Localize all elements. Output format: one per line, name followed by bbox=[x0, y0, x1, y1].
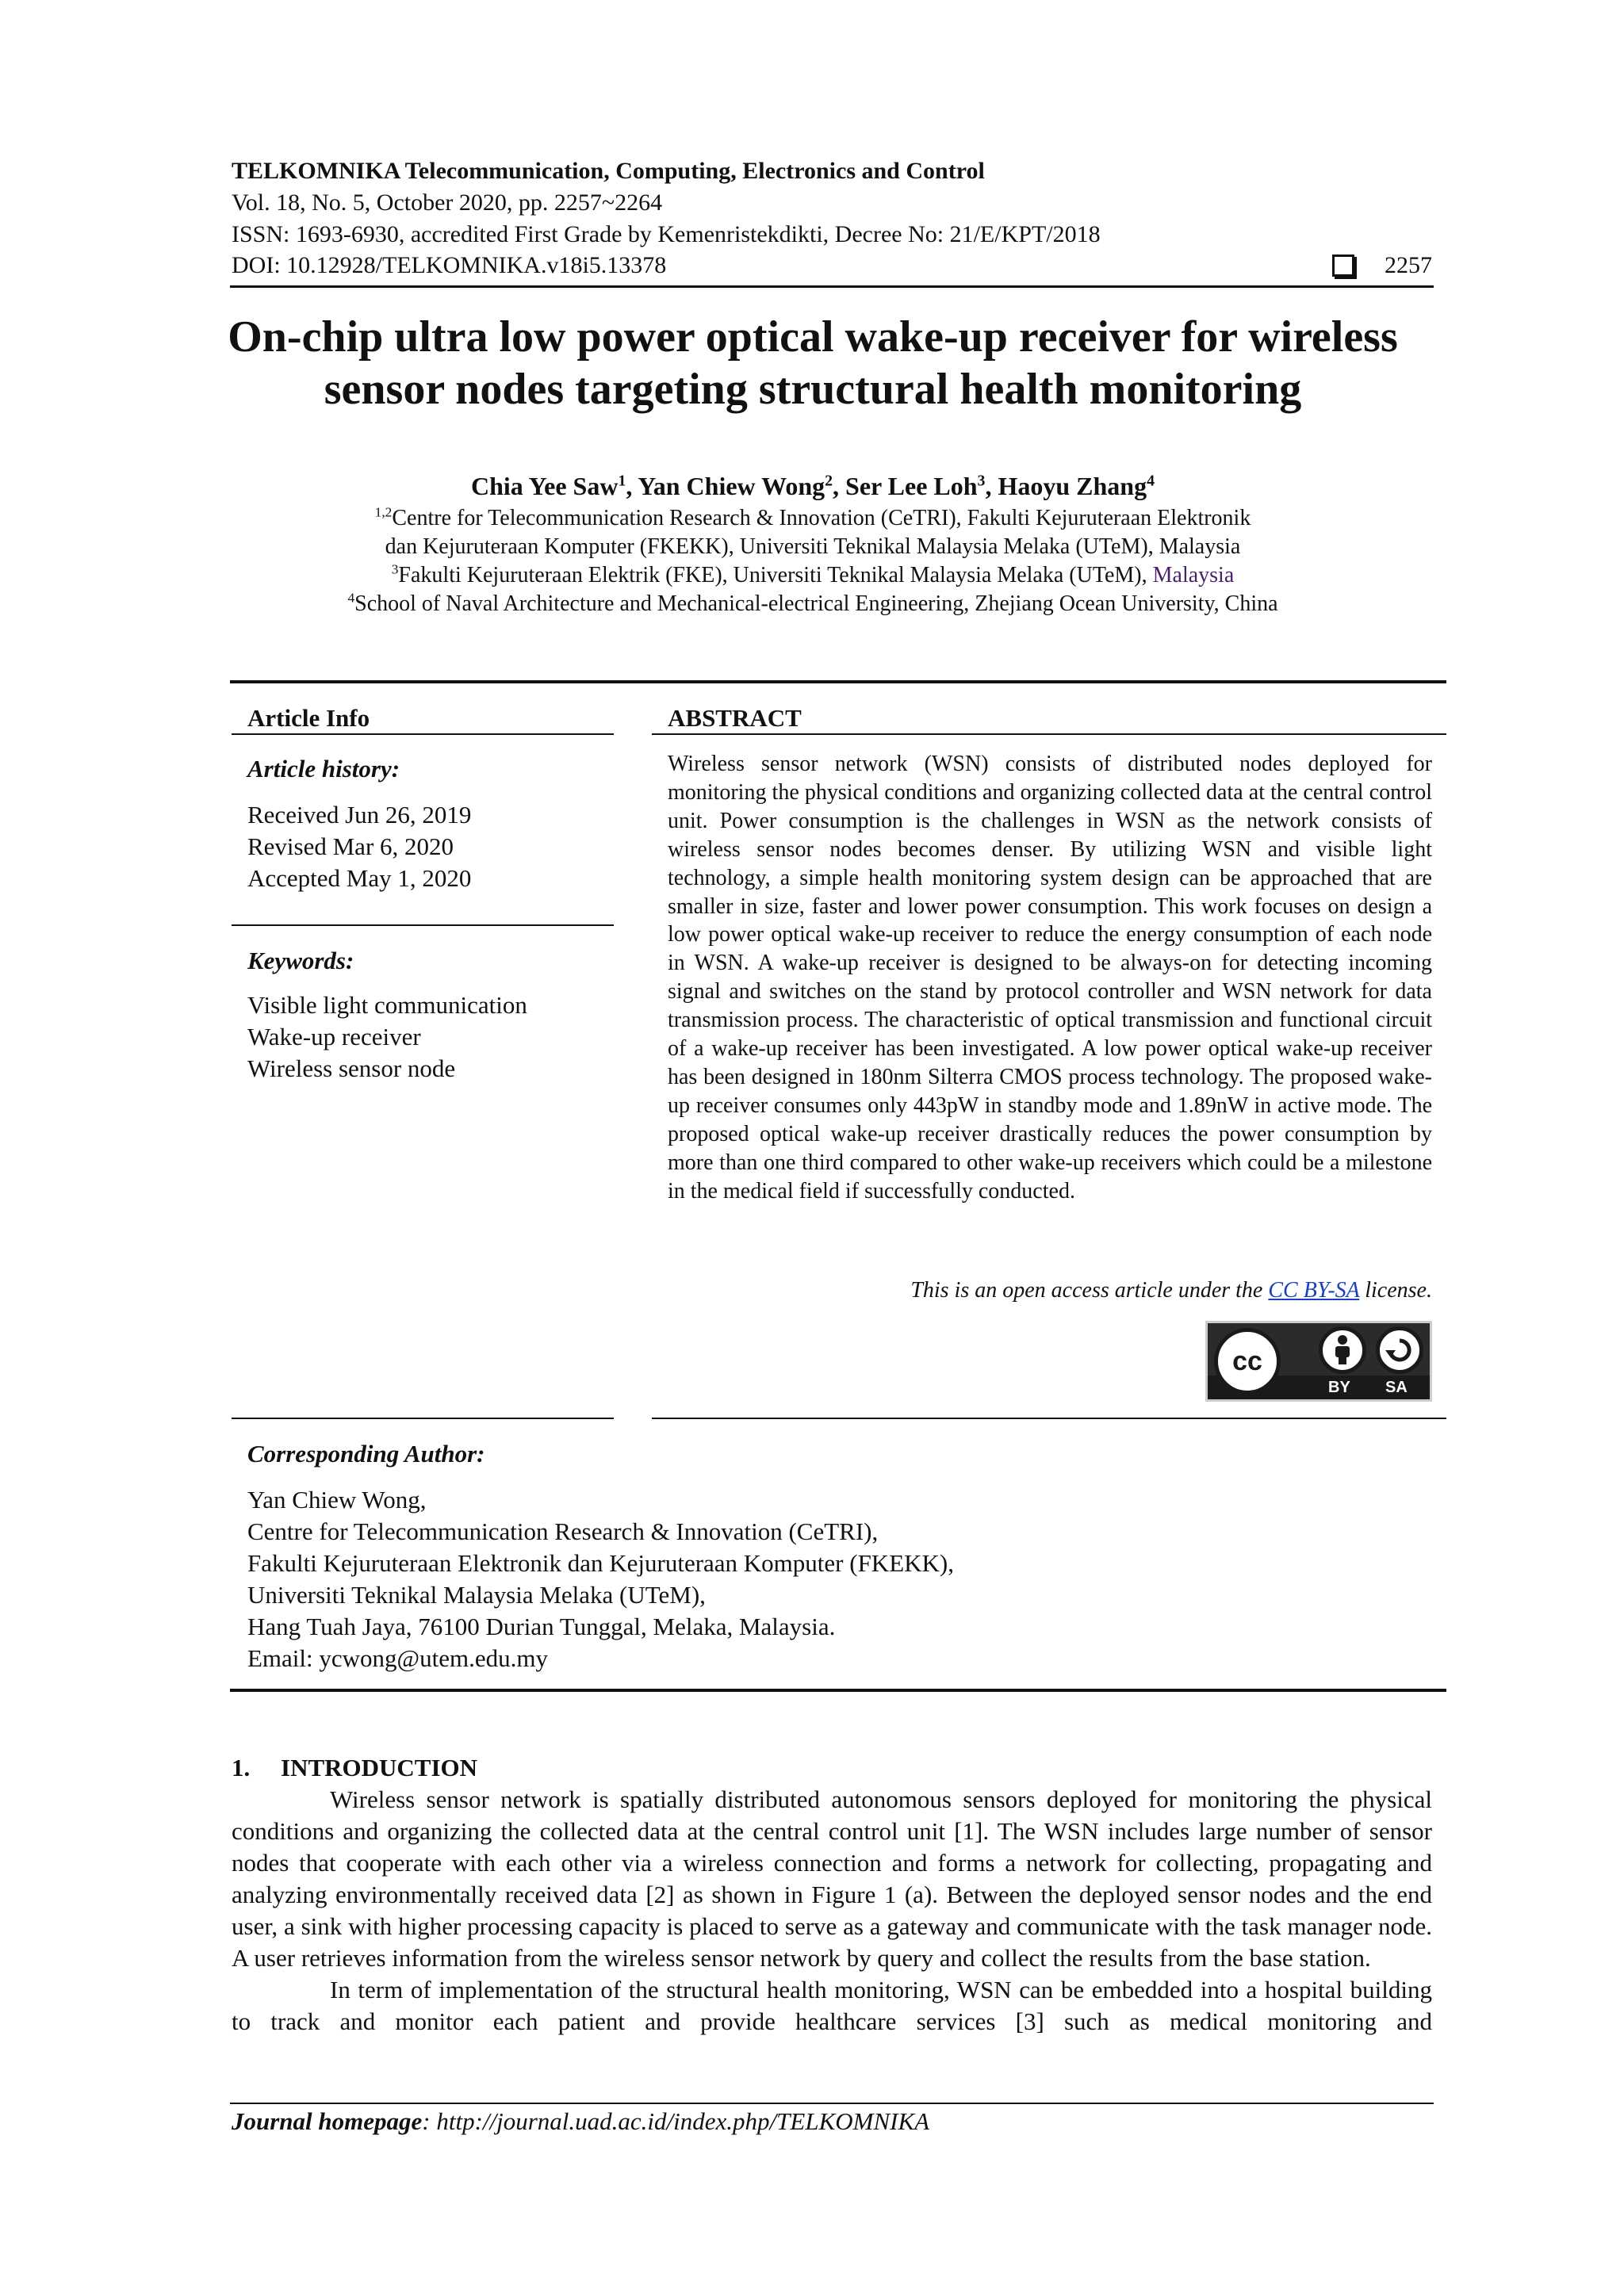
doi-info: DOI: 10.12928/TELKOMNIKA.v18i5.13378 bbox=[232, 252, 667, 278]
author: Yan Chiew Wong$^2$, bbox=[638, 472, 846, 500]
cc-by-sa-badge[interactable] bbox=[1205, 1321, 1432, 1402]
issn-info: ISSN: 1693-6930, accredited First Grade by Kemenristekdikti, Decree No: 21/E/KPT/2018 bbox=[232, 221, 1101, 247]
keyword: Wireless sensor node bbox=[247, 1054, 456, 1082]
journal-homepage-label: Journal homepage bbox=[232, 2107, 423, 2135]
author: Haoyu Zhang$^4$ bbox=[998, 472, 1155, 500]
corresponding-address-line: Universiti Teknikal Malaysia Melaka (UTeM), bbox=[247, 1581, 706, 1609]
corresponding-rule-left bbox=[232, 1418, 614, 1419]
keyword: Wake-up receiver bbox=[247, 1023, 421, 1050]
badge-by-label: BY bbox=[1328, 1379, 1350, 1396]
badge-sa-label: SA bbox=[1385, 1379, 1408, 1396]
article-info-heading: Article Info bbox=[247, 704, 370, 732]
corresponding-address-line: Fakulti Kejuruteraan Elektronik dan Kejuruteraan Komputer (FKEKK), bbox=[247, 1549, 954, 1577]
article-history-heading: Article history: bbox=[247, 755, 400, 783]
infobox-bottom-rule bbox=[230, 1689, 1446, 1692]
keywords-heading: Keywords: bbox=[247, 947, 354, 974]
keywords-rule bbox=[232, 924, 614, 926]
title-line-1: On-chip ultra low power optical wake-up receiver for wireless bbox=[228, 312, 1398, 362]
abstract-rule bbox=[652, 733, 1446, 735]
corresponding-address-line: Centre for Telecommunication Research & Innovation (CeTRI), bbox=[247, 1517, 879, 1545]
paragraph: In term of implementation of the structural health monitoring, WSN can be embedded into a hospital building to track and monitor each patient and provide healthcare services [3] such as medical monitoring and bbox=[232, 1976, 1432, 2035]
journal-homepage-url[interactable]: : http://journal.uad.ac.id/index.php/TELKOMNIKA bbox=[422, 2107, 930, 2135]
accepted-date: Accepted May 1, 2020 bbox=[247, 864, 472, 892]
affiliation-4: $^4$School of Naval Architecture and Mechanical-electrical Engineering, Zhejiang Ocean University, China bbox=[347, 590, 1278, 616]
author: Chia Yee Saw$^1$, bbox=[470, 472, 638, 500]
revised-date: Revised Mar 6, 2020 bbox=[247, 832, 454, 860]
journal-name: TELKOMNIKA Telecommunication, Computing, Electronics and Control bbox=[232, 158, 985, 184]
abstract-heading: ABSTRACT bbox=[668, 704, 802, 732]
header-rule bbox=[230, 285, 1434, 288]
paragraph: Wireless sensor network is spatially distributed autonomous sensors deployed for monitoring the physical conditions and organizing the collected data at the central control unit [1]. The WSN includes large number of sensor nodes that cooperate with each other via a wireless connection and forms a network for collecting, propagating and analyzing environmentally received data [2] as shown in Figure 1 (a). Between the deployed sensor nodes and the end user, a sink with higher processing capacity is placed to serve as a gateway and communicate with the task manager node. A user retrieves information from the wireless sensor network by query and collect the results from the base station. bbox=[232, 1785, 1432, 1972]
author: Ser Lee Loh$^3$, bbox=[845, 472, 998, 500]
infobox-top-rule bbox=[230, 680, 1446, 683]
article-info-rule bbox=[232, 733, 614, 735]
keyword: Visible light communication bbox=[247, 991, 527, 1019]
open-access-note: This is an open access article under the CC BY-SA license. bbox=[910, 1278, 1432, 1303]
page-number: 2257 bbox=[1385, 252, 1432, 278]
cc-by-sa-link[interactable]: CC BY-SA bbox=[1268, 1278, 1360, 1303]
volume-info: Vol. 18, No. 5, October 2020, pp. 2257~2264 bbox=[232, 189, 663, 216]
cc-logo-icon: cc bbox=[1214, 1328, 1281, 1395]
footer-rule bbox=[230, 2103, 1434, 2104]
corresponding-rule-right bbox=[652, 1418, 1446, 1419]
paper-title bbox=[198, 311, 1427, 415]
affiliation-3: $^3$Fakulti Kejuruteraan Elektrik (FKE), Universiti Teknikal Malaysia Melaka (UTeM), Malaysia bbox=[391, 561, 1235, 587]
affiliation-1-2-cont: dan Kejuruteraan Komputer (FKEKK), Universiti Teknikal Malaysia Melaka (UTeM), Malaysia bbox=[385, 534, 1241, 559]
introduction-body bbox=[232, 1784, 1432, 2038]
corresponding-name: Yan Chiew Wong, bbox=[247, 1486, 427, 1513]
affiliation-1-2: $^{1,2}$Centre for Telecommunication Research & Innovation (CeTRI), Fakulti Kejuruteraan Elektronik bbox=[374, 504, 1251, 530]
attribution-person-icon bbox=[1319, 1326, 1366, 1374]
introduction-heading: 1. INTRODUCTION bbox=[232, 1754, 478, 1781]
share-alike-icon bbox=[1376, 1326, 1423, 1374]
author-list bbox=[198, 469, 1427, 503]
corresponding-email[interactable]: Email: ycwong@utem.edu.my bbox=[247, 1644, 548, 1672]
corresponding-address-line: Hang Tuah Jaya, 76100 Durian Tunggal, Melaka, Malaysia. bbox=[247, 1613, 836, 1640]
received-date: Received Jun 26, 2019 bbox=[247, 801, 472, 828]
header-page-marker bbox=[1332, 250, 1432, 281]
abstract-text: Wireless sensor network (WSN) consists of distributed nodes deployed for monitoring the physical conditions and organizing collected data at the central control unit. Power consumption is the challenges in WSN as the network consists of wireless sensor nodes becomes denser. By utilizing WSN and visible light technology, a simple health monitoring system design can be approached that are smaller in size, faster and lower power consumption. This work focuses on design a low power optical wake-up receiver to reduce the energy consumption of each node in WSN. A wake-up receiver is designed to be always-on for detecting incoming signal and switches on the stand by protocol controller and WSN network for data transmission process. The characteristic of optical transmission and functional circuit of a wake-up receiver has been investigated. A low power optical wake-up receiver has been designed in 180nm Silterra CMOS process technology. The proposed wake-up receiver consumes only 443pW in standby mode and 1.89nW in active mode. The proposed optical wake-up receiver drastically reduces the power consumption by more than one third compared to other wake-up receivers which could be a milestone in the medical field if successfully conducted. bbox=[668, 752, 1432, 1203]
title-line-2: sensor nodes targeting structural health monitoring bbox=[324, 365, 1302, 414]
corresponding-heading: Corresponding Author: bbox=[247, 1440, 485, 1468]
journal-homepage bbox=[232, 2106, 929, 2137]
checkbox-square-icon bbox=[1332, 254, 1354, 277]
